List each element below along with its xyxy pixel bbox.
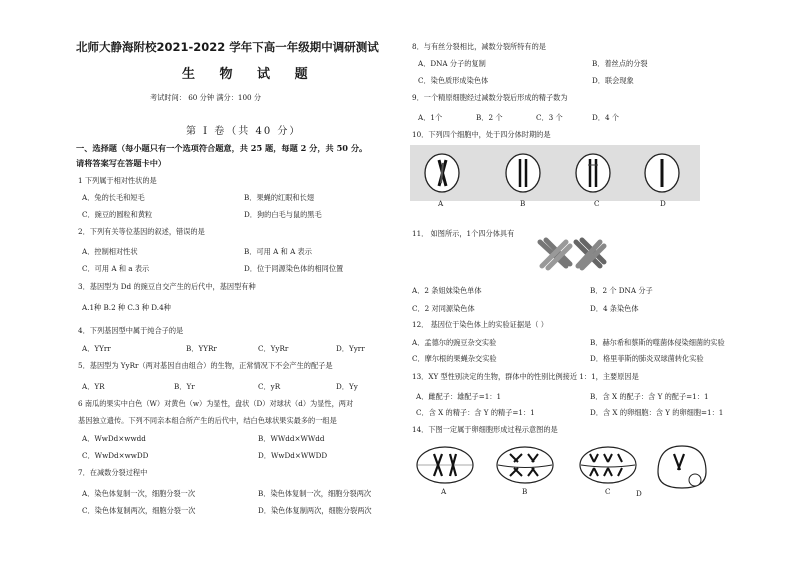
q4-option-a: A．YYrr [82,344,111,353]
q10-label-d: D [660,199,666,208]
q4-option-c: C．YyRr [258,344,289,353]
question-12: 12． 基因位于染色体上的实验证据是（ ） [412,320,548,329]
q13-option-a: A．雌配子：雄配子=1：1 [416,392,502,401]
q4-option-d: D．Yyrr [336,344,365,353]
q14-label-d: D [636,489,642,498]
q2-option-d: D．位于同源染色体的相同位置 [244,264,344,273]
q11-option-c: C．2 对同源染色体 [412,304,475,313]
instruction-line-1: 一、选择题（每小题只有一个选项符合题意，共 25 题，每题 2 分，共 50 分。 [76,143,368,153]
instruction-line-2: 请将答案写在答题卡中） [76,158,167,168]
q3-options: A.1种 B.2 种 C.3 种 D.4种 [82,303,171,312]
q12-option-a: A．孟德尔的豌豆杂交实验 [412,338,497,347]
q2-option-c: C．可用 A 和 a 表示 [82,264,150,273]
q10-label-a: A [438,199,444,208]
question-10: 10．下列四个细胞中，处于四分体时期的是 [412,130,551,139]
section-title: 第 Ⅰ 卷（共 40 分） [186,126,302,137]
q6-option-d: D．WwDd×WWDD [258,451,328,460]
question-2: 2．下列有关等位基因的叙述，错误的是 [78,227,205,236]
q5-option-c: C．yR [258,382,281,391]
q14-label-b: B [522,487,528,496]
q12-option-c: C．摩尔根的果蝇杂交实验 [412,354,497,363]
exam-info: 考试时间： 60 分钟 满分：100 分 [150,93,262,102]
q13-option-c: C．含 X 的精子：含 Y 的精子=1：1 [416,408,535,417]
question-6-line-2: 基因独立遗传。下列不同亲本组合所产生的后代中，结白色球状果实最多的一组是 [78,416,337,425]
q5-option-d: D．Yy [336,382,358,391]
q10-label-b: B [520,199,526,208]
q1-option-d: D．狗的白毛与鼠的黑毛 [244,210,322,219]
school-title: 北师大静海附校2021-2022 学年下高一年级期中调研测试 [76,40,379,54]
q7-option-b: B．染色体复制一次，细胞分裂两次 [258,489,372,498]
q5-option-a: A．YR [82,382,105,391]
q6-option-b: B．WWdd×WWdd [258,434,325,443]
q7-option-c: C．染色体复制两次，细胞分裂一次 [82,506,196,515]
subject-title: 生 物 试 题 [182,67,318,82]
q2-option-a: A．控制相对性状 [82,247,138,256]
q8-option-a: A．DNA 分子的复制 [418,59,486,68]
q11-option-b: B．2 个 DNA 分子 [590,286,653,295]
q11-option-a: A．2 条姐妹染色单体 [412,286,482,295]
question-7: 7．在减数分裂过程中 [78,468,148,477]
question-8: 8．与有丝分裂相比，减数分裂所特有的是 [412,42,546,51]
q1-option-a: A．兔的长毛和短毛 [82,193,145,202]
tetrad-icon [536,238,606,270]
question-14: 14．下图一定属于卵细胞形成过程示意图的是 [412,425,558,434]
q9-option-b: B．2 个 [476,113,503,122]
q13-option-b: B．含 X 的配子：含 Y 的配子=1：1 [590,392,709,401]
q6-option-a: A．WwDd×wwdd [82,434,146,443]
q12-option-b: B．赫尔希和蔡斯的噬菌体侵染细菌的实验 [590,338,725,347]
q13-option-d: D．含 X 的卵细胞：含 Y 的卵细胞=1：1 [590,408,724,417]
question-9: 9．一个精原细胞经过减数分裂后形成的精子数为 [412,93,568,102]
q10-label-c: C [594,199,600,208]
q14-label-a: A [441,487,447,496]
q10-cell-figure [410,145,700,208]
q12-option-d: D．格里菲斯的肺炎双球菌转化实验 [590,354,704,363]
question-13: 13．XY 型性别决定的生物，群体中的性别比例接近 1：1，主要原因是 [412,372,639,381]
q9-option-c: C．3 个 [536,113,563,122]
q4-option-b: B．YYRr [186,344,217,353]
q7-option-a: A．染色体复制一次，细胞分裂一次 [82,489,196,498]
question-1: 1 下列属于相对性状的是 [78,176,157,185]
q9-option-a: A．1个 [418,113,443,122]
question-6-line-1: 6 南瓜的果实中白色（W）对黄色（w）为显性，盘状（D）对球状（d）为显性，两对 [78,399,354,408]
q14-cell-figure [410,440,710,500]
q6-option-c: C．WwDd×wwDD [82,451,149,460]
q5-option-b: B．Yr [174,382,195,391]
q8-option-b: B．着丝点的分裂 [592,59,648,68]
q11-option-d: D．4 条染色体 [590,304,639,313]
question-5: 5．基因型为 YyRr（两对基因自由组合）的生物，正常情况下不会产生的配子是 [78,361,333,370]
q14-label-c: C [605,487,611,496]
question-3: 3．基因型为 Dd 的豌豆自交产生的后代中，基因型有种 [78,282,256,291]
q7-option-d: D．染色体复制两次，细胞分裂两次 [258,506,372,515]
question-11: 11． 如图所示，1个四分体具有 [412,229,515,238]
q8-option-c: C．染色质形成染色体 [418,76,489,85]
q9-option-d: D．4 个 [592,113,619,122]
q1-option-c: C．豌豆的圆粒和黄粒 [82,210,153,219]
q2-option-b: B．可用 A 和 A 表示 [244,247,312,256]
q8-option-d: D．联会现象 [592,76,634,85]
q1-option-b: B．果蝇的红眼和长翅 [244,193,314,202]
question-4: 4．下列基因型中属于纯合子的是 [78,326,184,335]
